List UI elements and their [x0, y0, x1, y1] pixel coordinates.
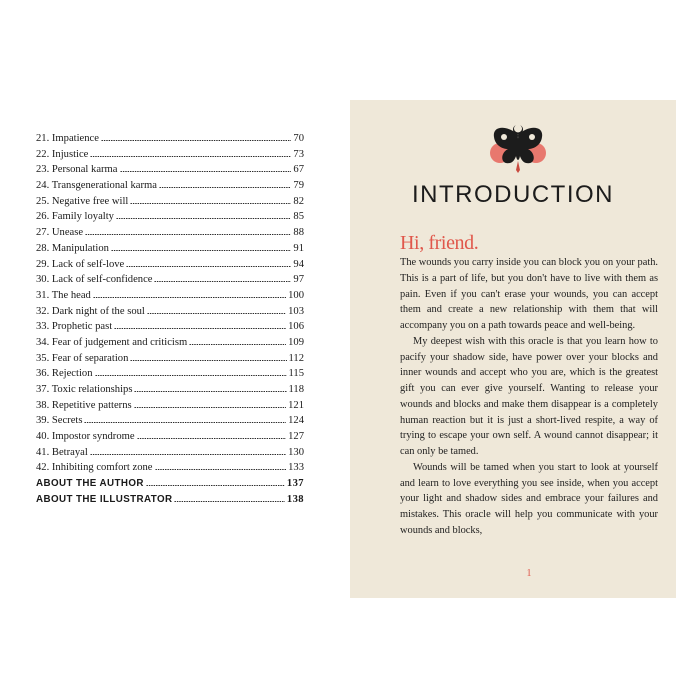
toc-entry-page: 133 [288, 462, 304, 474]
toc-entry-title: 32. Dark night of the soul [36, 305, 145, 317]
toc-entry-page: 127 [288, 431, 304, 443]
toc-entry [36, 133, 304, 149]
toc-entry [36, 259, 304, 275]
toc-entry [36, 431, 304, 447]
toc-entry-title: 31. The head [36, 289, 91, 301]
toc-entry-page: 118 [288, 384, 304, 395]
toc-entry [36, 462, 304, 478]
toc-entry-page: 137 [286, 478, 304, 490]
toc-leader-dots [130, 197, 291, 204]
toc-entry-title: 24. Transgenerational karma [36, 180, 157, 192]
toc-entry-page: 94 [293, 258, 304, 270]
toc-entry-page: 115 [288, 368, 304, 380]
toc-entry [36, 243, 304, 259]
toc-entry-title: 36. Rejection [36, 368, 93, 380]
toc-leader-dots [154, 275, 291, 282]
intro-paragraph: Wounds will be tamed when you start to look at yourself and learn to love everything you see inside, when you accept your light and shadow sides and embrace your failures and mistakes. This oracle will help you communicate with your wounds and blocks, [400, 461, 658, 536]
toc-entry-title: 25. Negative free will [36, 195, 129, 207]
toc-entry-page: 121 [288, 399, 304, 411]
toc-entry-title: 38. Repetitive patterns [36, 399, 132, 411]
toc-leader-dots [159, 181, 291, 188]
table-of-contents [36, 133, 304, 510]
toc-leader-dots [93, 291, 286, 298]
toc-entry-title: 30. Lack of self-confidence [36, 274, 153, 286]
toc-entry [36, 400, 304, 416]
toc-entry [36, 368, 304, 384]
toc-entry-page: 67 [293, 164, 304, 176]
toc-leader-dots [126, 260, 291, 267]
greeting: Hi, friend. [400, 232, 479, 254]
moth-icon [488, 115, 548, 175]
toc-entry-title: ABOUT THE AUTHOR [36, 478, 144, 490]
toc-entry-page: 130 [288, 446, 304, 458]
toc-entry [36, 227, 304, 243]
toc-entry-title: 23. Personal karma [36, 164, 118, 176]
toc-entry [36, 196, 304, 212]
toc-leader-dots [134, 385, 286, 392]
toc-entry [36, 321, 304, 337]
toc-leader-dots [101, 134, 291, 141]
toc-entry-title: 35. Fear of separation [36, 352, 129, 364]
toc-entry-page: 79 [293, 180, 304, 192]
toc-entry-title: 37. Toxic relationships [36, 384, 133, 395]
toc-entry-title: 28. Manipulation [36, 242, 109, 254]
toc-leader-dots [155, 463, 287, 470]
toc-entry-title: 21. Impatience [36, 133, 99, 144]
toc-leader-dots [114, 322, 286, 329]
toc-leader-dots [90, 448, 286, 455]
intro-paragraph: My deepest wish with this oracle is that you learn how to pacify your shadow side, have power over your blocks and inner wounds and accept who you are, which is the greatest gift you can ever give yourself. Wanting to release your wounds and blocks and make them disappear is a completely human reaction but it is just a short-lived respite, a way of trying to escape your own self. A wound cannot disappear; it can only be tamed. [400, 335, 658, 457]
toc-entry-page: 124 [288, 415, 304, 427]
toc-entry-title: 22. Injustice [36, 148, 89, 160]
toc-entry-page: 112 [288, 352, 304, 364]
toc-entry-title: 40. Impostor syndrome [36, 431, 135, 443]
toc-entry-title: 41. Betrayal [36, 446, 88, 458]
toc-entry-title: 29. Lack of self-love [36, 258, 125, 270]
intro-paragraph: The wounds you carry inside you can block you on your path. This is a part of life, but you don't have to live with them as pain. Even if you can't erase your wounds, you can accept them and create a new relationship with them that will accompany you on a path towards peace and well-being. [400, 257, 658, 331]
toc-entry-title: 34. Fear of judgement and criticism [36, 336, 188, 348]
toc-entry [36, 306, 304, 322]
toc-entry-page: 88 [293, 227, 304, 239]
toc-entry-title: 26. Family loyalty [36, 211, 114, 223]
intro-body [400, 255, 658, 539]
toc-entry-page: 70 [293, 133, 304, 144]
toc-leader-dots [137, 432, 287, 439]
toc-entry-page: 109 [288, 336, 304, 348]
toc-entry-page: 100 [288, 289, 304, 301]
toc-leader-dots [95, 369, 287, 376]
toc-entry-page: 106 [288, 321, 304, 333]
toc-entry-title: ABOUT THE ILLUSTRATOR [36, 493, 173, 505]
toc-leader-dots [189, 338, 286, 345]
toc-entry [36, 180, 304, 196]
toc-entry [36, 290, 304, 306]
toc-entry-title: 39. Secrets [36, 415, 83, 427]
toc-entry-page: 82 [293, 195, 304, 207]
toc-entry-page: 97 [293, 274, 304, 286]
page-number: 1 [526, 568, 532, 579]
toc-entry-title: 42. Inhibiting comfort zone [36, 462, 153, 474]
toc-entry [36, 274, 304, 290]
toc-leader-dots [130, 354, 286, 361]
toc-leader-dots [174, 495, 284, 502]
toc-leader-dots [120, 165, 292, 172]
toc-entry [36, 494, 304, 510]
toc-leader-dots [85, 228, 291, 235]
toc-entry-page: 85 [293, 211, 304, 223]
toc-leader-dots [146, 479, 285, 486]
toc-entry [36, 478, 304, 494]
toc-entry-page: 103 [288, 305, 304, 317]
toc-leader-dots [147, 307, 286, 314]
toc-entry [36, 337, 304, 353]
toc-entry [36, 384, 304, 400]
toc-entry-title: 33. Prophetic past [36, 321, 113, 333]
toc-entry-page: 91 [293, 242, 304, 254]
toc-entry [36, 164, 304, 180]
toc-leader-dots [116, 212, 291, 219]
toc-leader-dots [134, 401, 286, 408]
toc-leader-dots [111, 244, 291, 251]
toc-entry-page: 73 [293, 148, 304, 160]
toc-entry [36, 149, 304, 165]
toc-entry [36, 415, 304, 431]
toc-leader-dots [84, 416, 286, 423]
toc-entry [36, 447, 304, 463]
toc-entry [36, 353, 304, 369]
right-page-introduction [350, 100, 676, 598]
toc-entry-title: 27. Unease [36, 227, 84, 239]
toc-entry [36, 211, 304, 227]
toc-leader-dots [90, 150, 291, 157]
toc-entry-page: 138 [286, 493, 304, 505]
page-title: INTRODUCTION [412, 181, 614, 208]
